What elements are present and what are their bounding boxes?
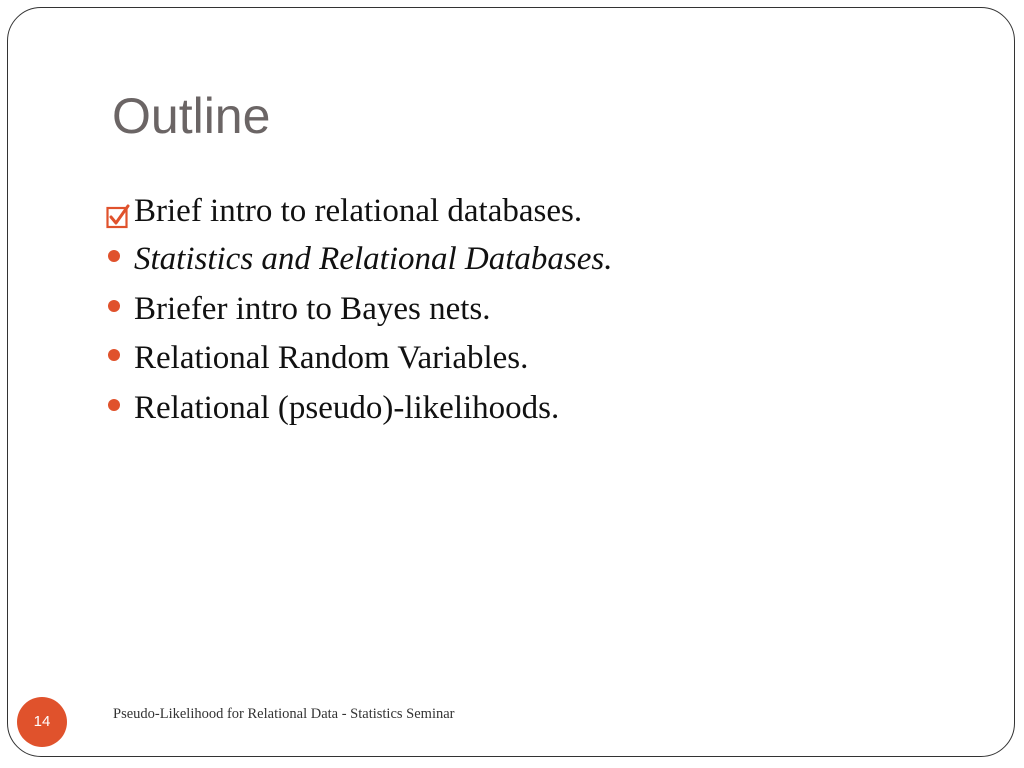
checkbox-checked-icon xyxy=(106,196,130,222)
bullet-item xyxy=(106,235,612,285)
page-number-badge: 14 xyxy=(17,697,67,747)
bullet-text: Statistics and Relational Databases. xyxy=(134,241,613,277)
bullet-text: Brief intro to relational databases. xyxy=(134,193,583,229)
bullet-dot-icon xyxy=(108,399,120,411)
slide-title: Outline xyxy=(112,88,271,144)
bullet-item xyxy=(106,187,612,235)
bullet-text: Briefer intro to Bayes nets. xyxy=(134,290,491,327)
bullet-item xyxy=(106,285,612,335)
bullet-item xyxy=(106,384,612,434)
bullet-dot-icon xyxy=(108,349,120,361)
bullet-text: Relational Random Variables. xyxy=(134,340,529,376)
bullet-dot-icon xyxy=(108,250,120,262)
bullet-dot-icon xyxy=(108,300,120,312)
bullet-text: Relational (pseudo)-likelihoods. xyxy=(134,389,560,426)
bullet-list xyxy=(106,187,612,433)
slide-footer: Pseudo-Likelihood for Relational Data - Statistics Seminar xyxy=(113,706,455,722)
bullet-item xyxy=(106,334,612,384)
